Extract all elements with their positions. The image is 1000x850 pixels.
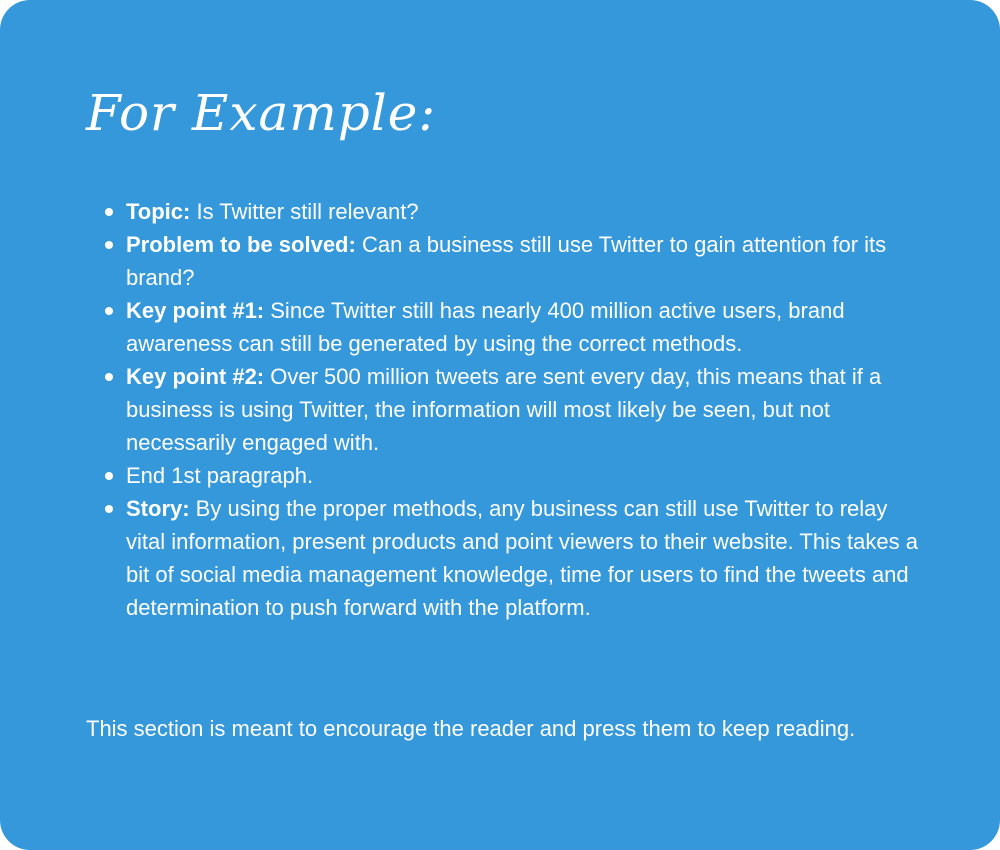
bullet-label: Story: [126,496,190,521]
bullet-dot-icon [105,505,113,513]
bullet-text: By using the proper methods, any business can still use Twitter to relay vital information, present products and point viewers to their website. This takes a bit of social media management knowledge, time for users to find the tweets and determination to push forward with the platform. [126,496,918,620]
bullet-dot-icon [105,241,113,249]
encouragement-note: This section is meant to encourage the reader and press them to keep reading. [86,716,856,741]
bullet-dot-icon [105,208,113,216]
bullet-item-key-point-1 [126,294,926,360]
for-example-heading: For Example: [86,84,437,142]
bullet-dot-icon [105,307,113,315]
bullet-text: Since Twitter still has nearly 400 million active users, brand awareness can still be generated by using the correct methods. [126,298,845,356]
bullet-item-story [126,492,926,624]
bullet-dot-icon [105,472,113,480]
bullet-item-end-paragraph [126,459,926,492]
example-bullet-list [126,195,926,624]
bullet-item-topic [126,195,926,228]
bullet-text: Over 500 million tweets are sent every day, this means that if a business is using Twitter, the information will most likely be seen, but not necessarily engaged with. [126,364,882,455]
bullet-label: Key point #1: [126,298,265,323]
bullet-label: Problem to be solved: [126,232,356,257]
bullet-item-key-point-2 [126,360,926,459]
bullet-text: Can a business still use Twitter to gain attention for its brand? [126,232,887,290]
bullet-label: Key point #2: [126,364,265,389]
bullet-label: Topic: [126,199,191,224]
bullet-text: Is Twitter still relevant? [190,199,419,224]
bullet-item-problem [126,228,926,294]
bullet-text: End 1st paragraph. [126,463,314,488]
bullet-dot-icon [105,373,113,381]
